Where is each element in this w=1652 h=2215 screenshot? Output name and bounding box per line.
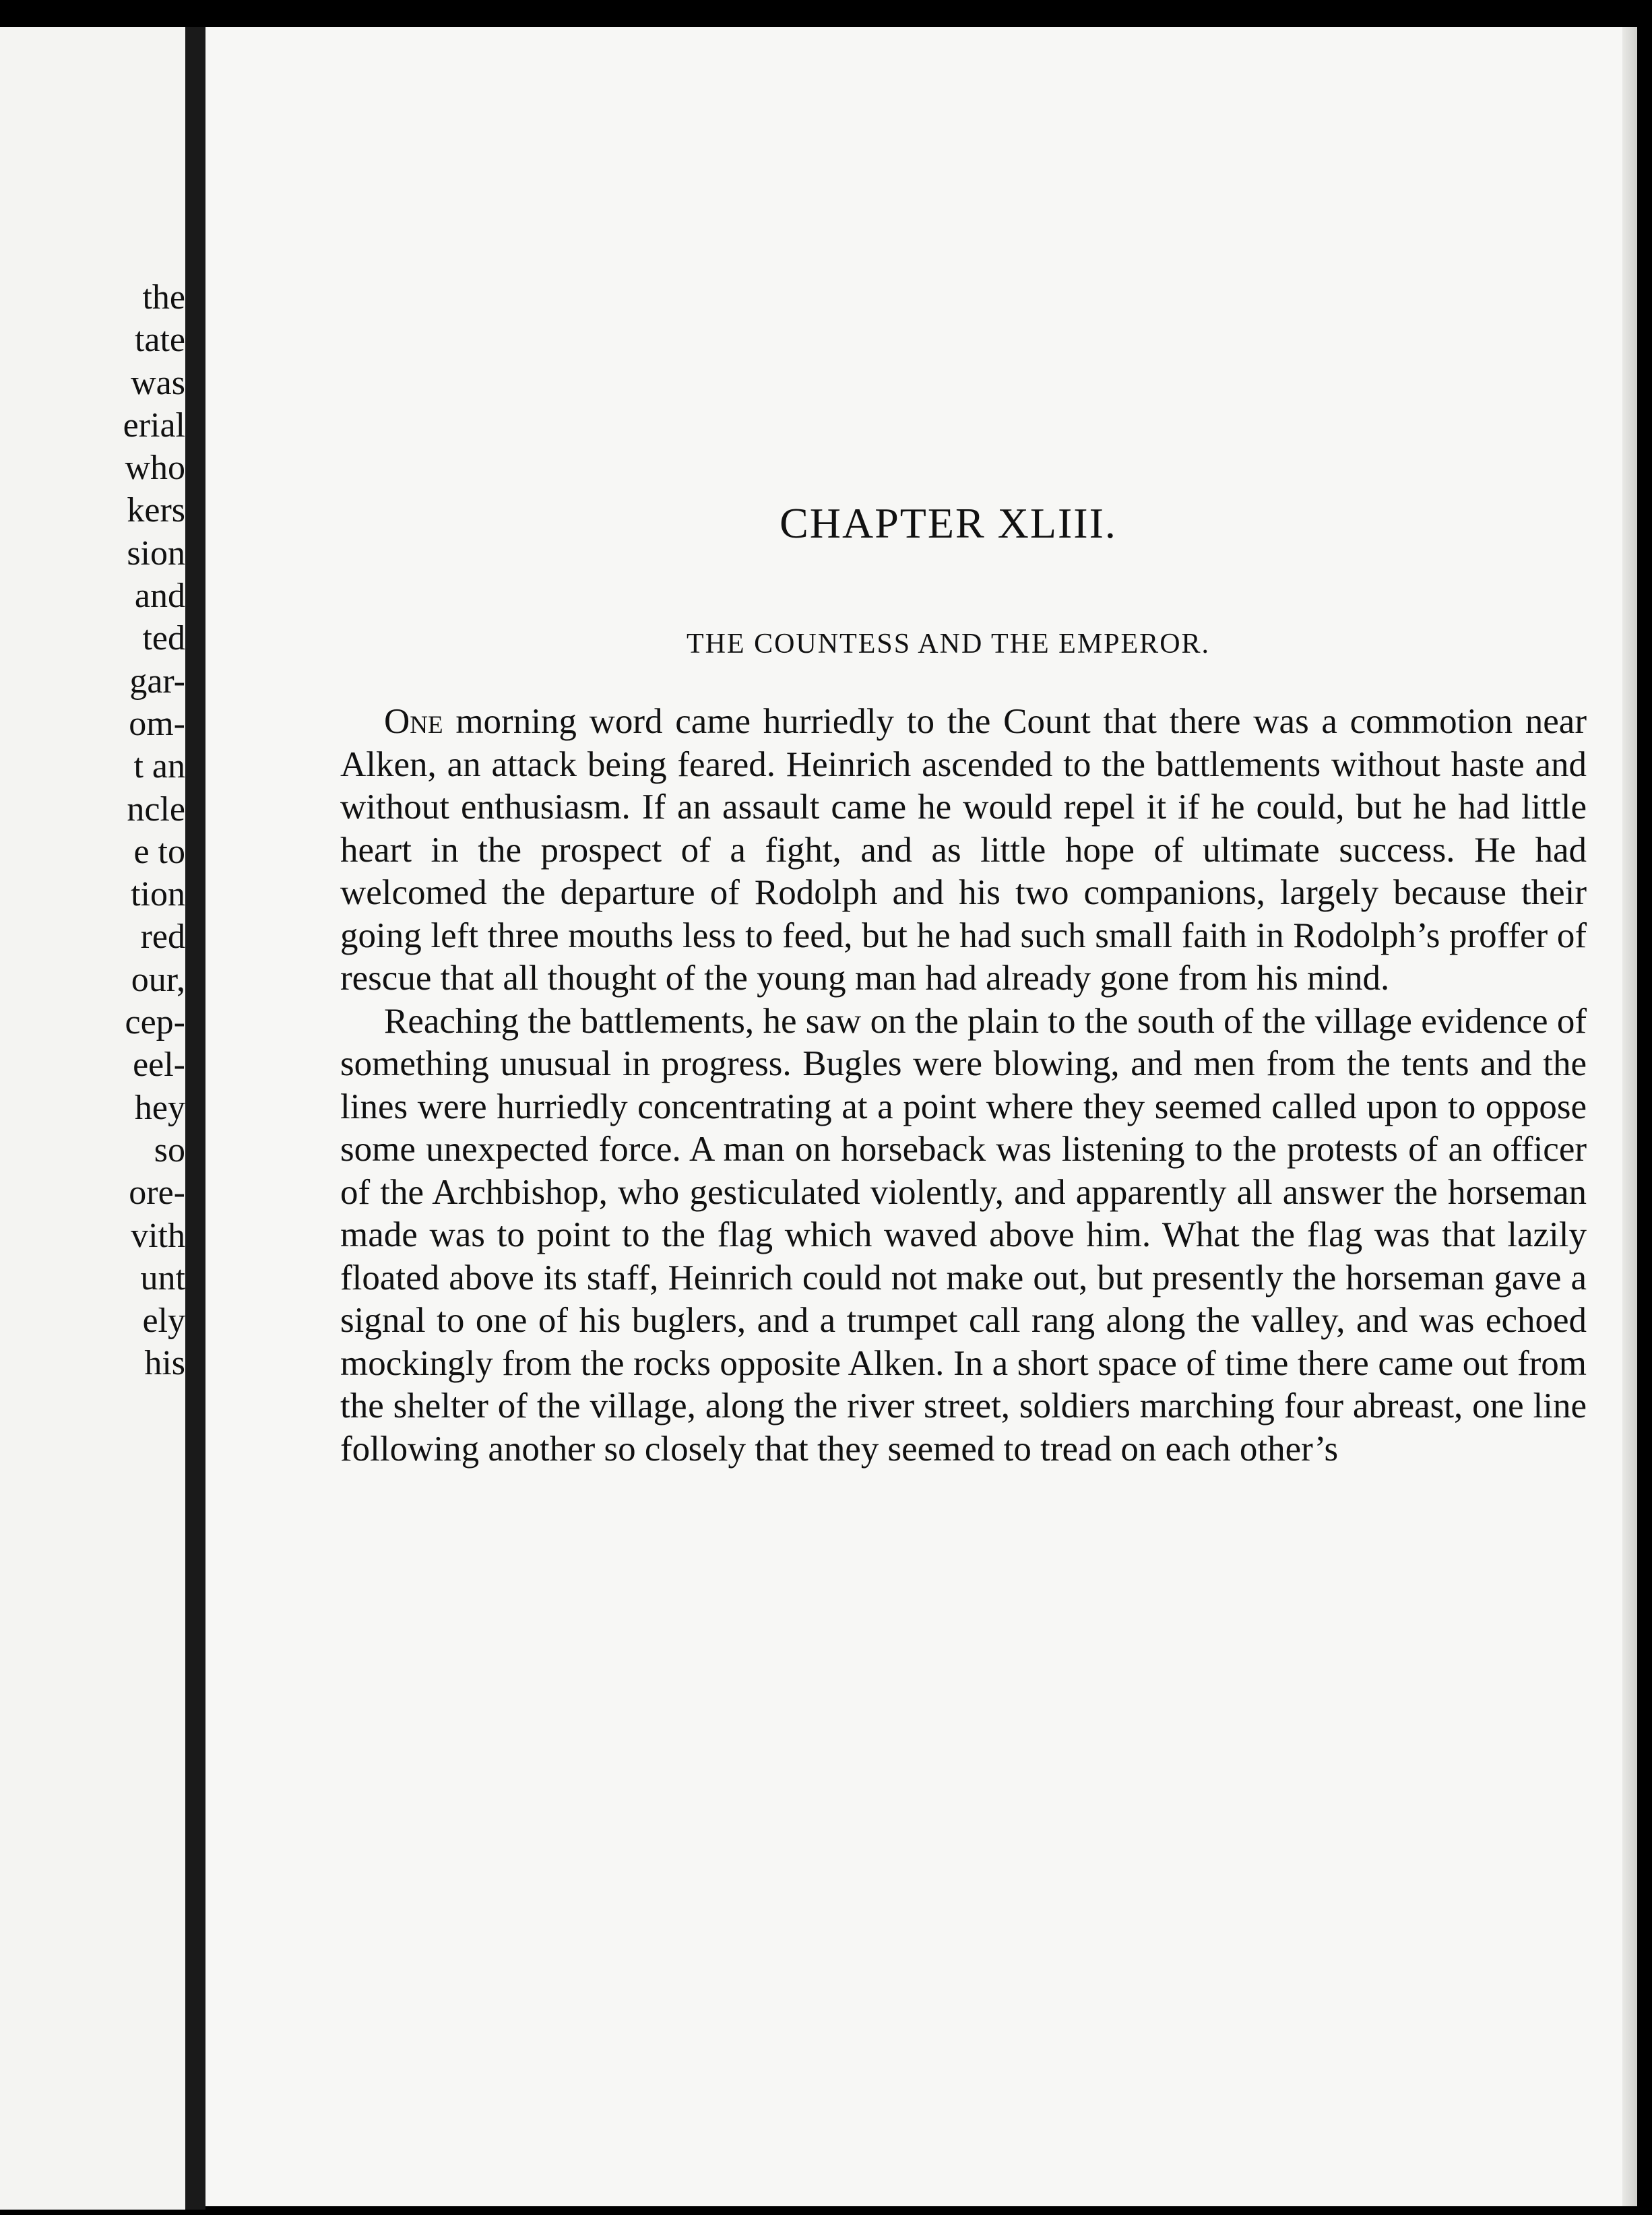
paragraph-1 (340, 701, 1587, 1000)
left-page-fragment: ore- (129, 1174, 185, 1213)
chapter-title: THE COUNTESS AND THE EMPEROR. (686, 629, 1211, 660)
left-page-fragment: unt (140, 1258, 185, 1297)
left-page-fragment: the (142, 278, 185, 317)
left-page-fragment: vith (131, 1216, 185, 1255)
chapter-body (340, 701, 1587, 1471)
left-page-fragment: tate (134, 321, 185, 360)
left-page-fragment: so (154, 1130, 185, 1169)
left-page-fragment: red (140, 918, 185, 957)
right-page (205, 27, 1637, 2206)
left-page-fragment: erial (123, 406, 185, 445)
left-page-fragment: e to (133, 832, 185, 871)
left-page-fragment: om- (129, 704, 185, 743)
page-edge-shadow (1622, 27, 1637, 2206)
left-page-fragment: who (125, 449, 185, 488)
left-page-line-fragments (123, 276, 185, 1385)
left-page-fragment: cep- (125, 1003, 185, 1042)
left-page-fragment: sion (127, 534, 185, 573)
chapter-number: CHAPTER XLIII. (780, 499, 1117, 547)
left-page-fragment: eel- (133, 1046, 185, 1085)
left-page-fragment: ted (142, 619, 185, 658)
paragraph-2: Reaching the battlements, he saw on the plain to the south of the village evidence of something unusual in progress. Bugles were blowing, and men from the tents and the lines were hurriedly concentrating at a point where they seemed called upon to oppose some unexpected force. A man on horseback was listening to the protests of an officer of the Archbishop, who gesticulated violently, and apparently all answer the horseman made was to point to the flag which waved above him. What the flag was that lazily floated above its staff, Heinrich could not make out, but presently the horseman gave a signal to one of his buglers, and a trumpet call rang along the valley, and was echoed mockingly from the rocks opposite Alken. In a short space of time there came out from the shelter of the village, along the river street, soldiers marching four abreast, one line following another so closely that they seemed to tread on each other’s (340, 1001, 1587, 1469)
left-page-fragment: his (144, 1344, 185, 1383)
left-page-fragment: our, (131, 960, 185, 999)
left-page-fragment: hey (134, 1088, 185, 1127)
left-page-fragment: gar- (129, 662, 185, 701)
left-page-fragment: t an (133, 747, 185, 786)
left-page-fragment: kers (127, 491, 185, 530)
book-gutter (185, 27, 205, 2210)
left-page-fragment: was (131, 363, 185, 402)
drop-word: One (384, 702, 443, 741)
left-page-fragment: ely (142, 1302, 185, 1341)
left-page-fragment: ncle (127, 790, 185, 829)
left-page-edge (0, 27, 185, 2210)
left-page-fragment: and (134, 577, 185, 616)
left-page-fragment: tion (131, 875, 185, 914)
paragraph-1-text: morning word came hurriedly to the Count that there was a commotion near Alken, an attack being feared. Heinrich ascended to the battlements without haste and without enthusiasm. If an assault came he would repel it if he could, but he had little heart in the prospect of a fight, and as little hope of ultimate success. He had welcomed the departure of Rodolph and his two companions, largely because their going left three mouths less to feed, but he had such small faith in Rodolph’s proffer of rescue that all thought of the young man had already gone from his mind. (340, 702, 1587, 998)
